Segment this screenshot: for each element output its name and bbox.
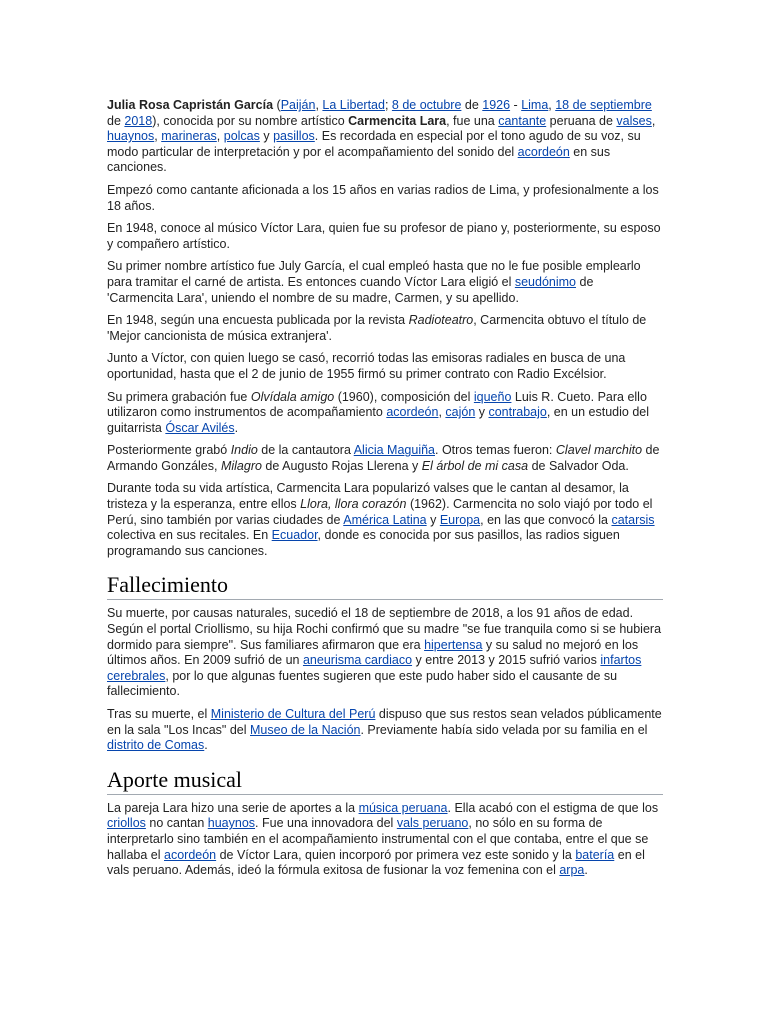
link-acordeon[interactable]: acordeón: [386, 405, 439, 420]
link-ministerio-de-cultura[interactable]: Ministerio de Cultura del Perú: [210, 707, 376, 721]
song-title: El árbol de mi casa: [421, 458, 529, 473]
link-europa[interactable]: Europa: [439, 512, 481, 527]
paragraph-first-recording: Su primera grabación fue Olvídala amigo (1960), composición del iqueño Luis R. Cueto. Para ello utilizaron como instrumentos de acompañamiento acordeón, cajón y contrabajo, en un estudio del guitarrista Óscar Avilés.: [107, 389, 650, 435]
intro-paragraph: Julia Rosa Capristán García (Paiján, La Libertad; 8 de octubre de 1926 - Lima, 18 de septiembre de 2018), conocida por su nombre artístico Carmencita Lara, fue una cantante peruana de valses, huaynos, marineras, polcas y pasillos. Es recordada en especial por el tono agudo de su voz, su modo particular de interpretación y por el acompañamiento del sonido del acordeón en sus canciones.: [107, 98, 656, 175]
section-heading-fallecimiento: Fallecimiento: [107, 572, 663, 600]
link-huaynos[interactable]: huaynos: [107, 129, 155, 144]
song-title: Indio: [230, 443, 258, 458]
link-acordeon[interactable]: acordeón: [517, 144, 570, 159]
article-body: [107, 98, 663, 886]
paragraph-early-career: Empezó como cantante aficionada a los 15 años en varias radios de Lima, y profesionalmente a los 18 años.: [107, 182, 659, 213]
section-heading-aporte-musical: Aporte musical: [107, 767, 663, 795]
link-catarsis[interactable]: catarsis: [611, 512, 655, 527]
link-valses[interactable]: valses: [616, 113, 652, 128]
link-pasillos[interactable]: pasillos: [273, 129, 315, 144]
paragraph-first-contract: Junto a Víctor, con quien luego se casó, recorrió todas las emisoras radiales en busca de una oportunidad, hasta que el 2 de junio de 1955 firmó su primer contrato con Radio Excélsior.: [107, 351, 626, 381]
link-vals-peruano[interactable]: vals peruano: [396, 816, 469, 831]
link-iqueno[interactable]: iqueño: [473, 389, 512, 404]
link-contrabajo[interactable]: contrabajo: [488, 405, 547, 420]
link-seudonimo[interactable]: seudónimo: [514, 274, 577, 289]
link-cantante[interactable]: cantante: [498, 113, 547, 128]
paragraph-musical-contribution: La pareja Lara hizo una serie de aportes a la música peruana. Ella acabó con el estigma de que los criollos no cantan huaynos. Fue una innovadora del vals peruano, no sólo en su forma de interpretarlo sino también en el acompañamiento instrumental con el que contaba, entre el que se hallaba el acordeón de Víctor Lara, quien incorporó por primera vez este sonido y la batería en el vals peruano. Además, ideó la fórmula exitosa de fusionar la voz femenina con el arpa.: [107, 800, 659, 878]
link-arpa[interactable]: arpa: [559, 863, 585, 878]
link-18-de-septiembre[interactable]: 18 de septiembre: [555, 98, 652, 112]
link-bateria[interactable]: batería: [575, 847, 615, 862]
link-la-libertad[interactable]: La Libertad: [322, 98, 385, 112]
link-polcas[interactable]: polcas: [223, 129, 260, 144]
paragraph-stage-name: Su primer nombre artístico fue July García, el cual empleó hasta que no le fue posible emplearlo para tramitar el carné de artista. Es entonces cuando Víctor Lara eligió el seudónimo de 'Carmencita Lara', uniendo el nombre de su madre, Carmen, y su apellido.: [107, 259, 641, 305]
link-ecuador[interactable]: Ecuador: [271, 528, 318, 543]
link-2018[interactable]: 2018: [124, 113, 153, 128]
link-infartos-cerebrales[interactable]: infartos cerebrales: [107, 653, 642, 683]
stage-name: Carmencita Lara: [348, 113, 447, 128]
paragraph-victor-lara: En 1948, conoce al músico Víctor Lara, quien fue su profesor de piano y, posteriormente, su esposo y compañero artístico.: [107, 221, 661, 251]
link-acordeon[interactable]: acordeón: [164, 847, 217, 862]
song-title: Milagro: [220, 458, 262, 473]
paragraph-other-songs: Posteriormente grabó Indio de la cantautora Alicia Maguiña. Otros temas fueron: Clavel marchito de Armando Gonzáles, Milagro de Augusto Rojas Llerena y El árbol de mi casa de Salvador Oda.: [107, 443, 660, 473]
link-alicia-maguina[interactable]: Alicia Maguiña: [353, 443, 435, 458]
link-1926[interactable]: 1926: [482, 98, 511, 112]
link-museo-de-la-nacion[interactable]: Museo de la Nación: [250, 722, 361, 737]
link-criollos[interactable]: criollos: [107, 816, 146, 831]
link-distrito-de-comas[interactable]: distrito de Comas: [107, 738, 205, 753]
link-oscar-aviles[interactable]: Óscar Avilés: [165, 420, 235, 435]
full-name: Julia Rosa Capristán García: [107, 98, 274, 112]
link-huaynos[interactable]: huaynos: [207, 816, 256, 831]
song-title: Olvídala amigo: [250, 389, 335, 404]
link-cajon[interactable]: cajón: [445, 405, 476, 420]
paragraph-death: Su muerte, por causas naturales, sucedió el 18 de septiembre de 2018, a los 91 años de edad. Según el portal Criollismo, su hija Rochi confirmó que su madre "se fue tranquila como si se hubiera dormido para siempre". Sus familiares afirmaron que era hipertensa y su salud no mejoró en los últimos años. En 2009 sufrió de un aneurisma cardiaco y entre 2013 y 2015 sufrió varios infartos cerebrales, por lo que algunas fuentes sugieren que este pudo haber sido el causante de su fallecimiento.: [107, 606, 662, 699]
magazine-title: Radioteatro: [408, 313, 474, 328]
paragraph-radioteatro: En 1948, según una encuesta publicada por la revista Radioteatro, Carmencita obtuvo el título de 'Mejor cancionista de música extranjera'.: [107, 313, 647, 343]
link-lima[interactable]: Lima: [521, 98, 549, 112]
paragraph-career-tours: Durante toda su vida artística, Carmencita Lara popularizó valses que le cantan al desamor, la tristeza y la esperanza, entre ellos Llora, llora corazón (1962). Carmencita no solo viajó por todo el Perú, sino también por varias ciudades de América Latina y Europa, en las que convocó la catarsis colectiva en sus recitales. En Ecuador, donde es conocida por sus pasillos, las radios siguen programando sus canciones.: [107, 481, 655, 558]
link-musica-peruana[interactable]: música peruana: [358, 800, 448, 815]
link-hipertensa[interactable]: hipertensa: [424, 637, 483, 652]
paragraph-wake: Tras su muerte, el Ministerio de Cultura del Perú dispuso que sus restos sean velados públicamente en la sala "Los Incas" del Museo de la Nación. Previamente había sido velada por su familia en el distrito de Comas.: [107, 707, 662, 753]
song-title: Llora, llora corazón: [300, 497, 407, 512]
link-marineras[interactable]: marineras: [161, 129, 217, 144]
link-8-de-octubre[interactable]: 8 de octubre: [391, 98, 462, 112]
link-aneurisma-cardiaco[interactable]: aneurisma cardiaco: [302, 653, 413, 668]
link-america-latina[interactable]: América Latina: [343, 512, 427, 527]
link-paijan[interactable]: Paiján: [280, 98, 316, 112]
song-title: Clavel marchito: [555, 443, 643, 458]
